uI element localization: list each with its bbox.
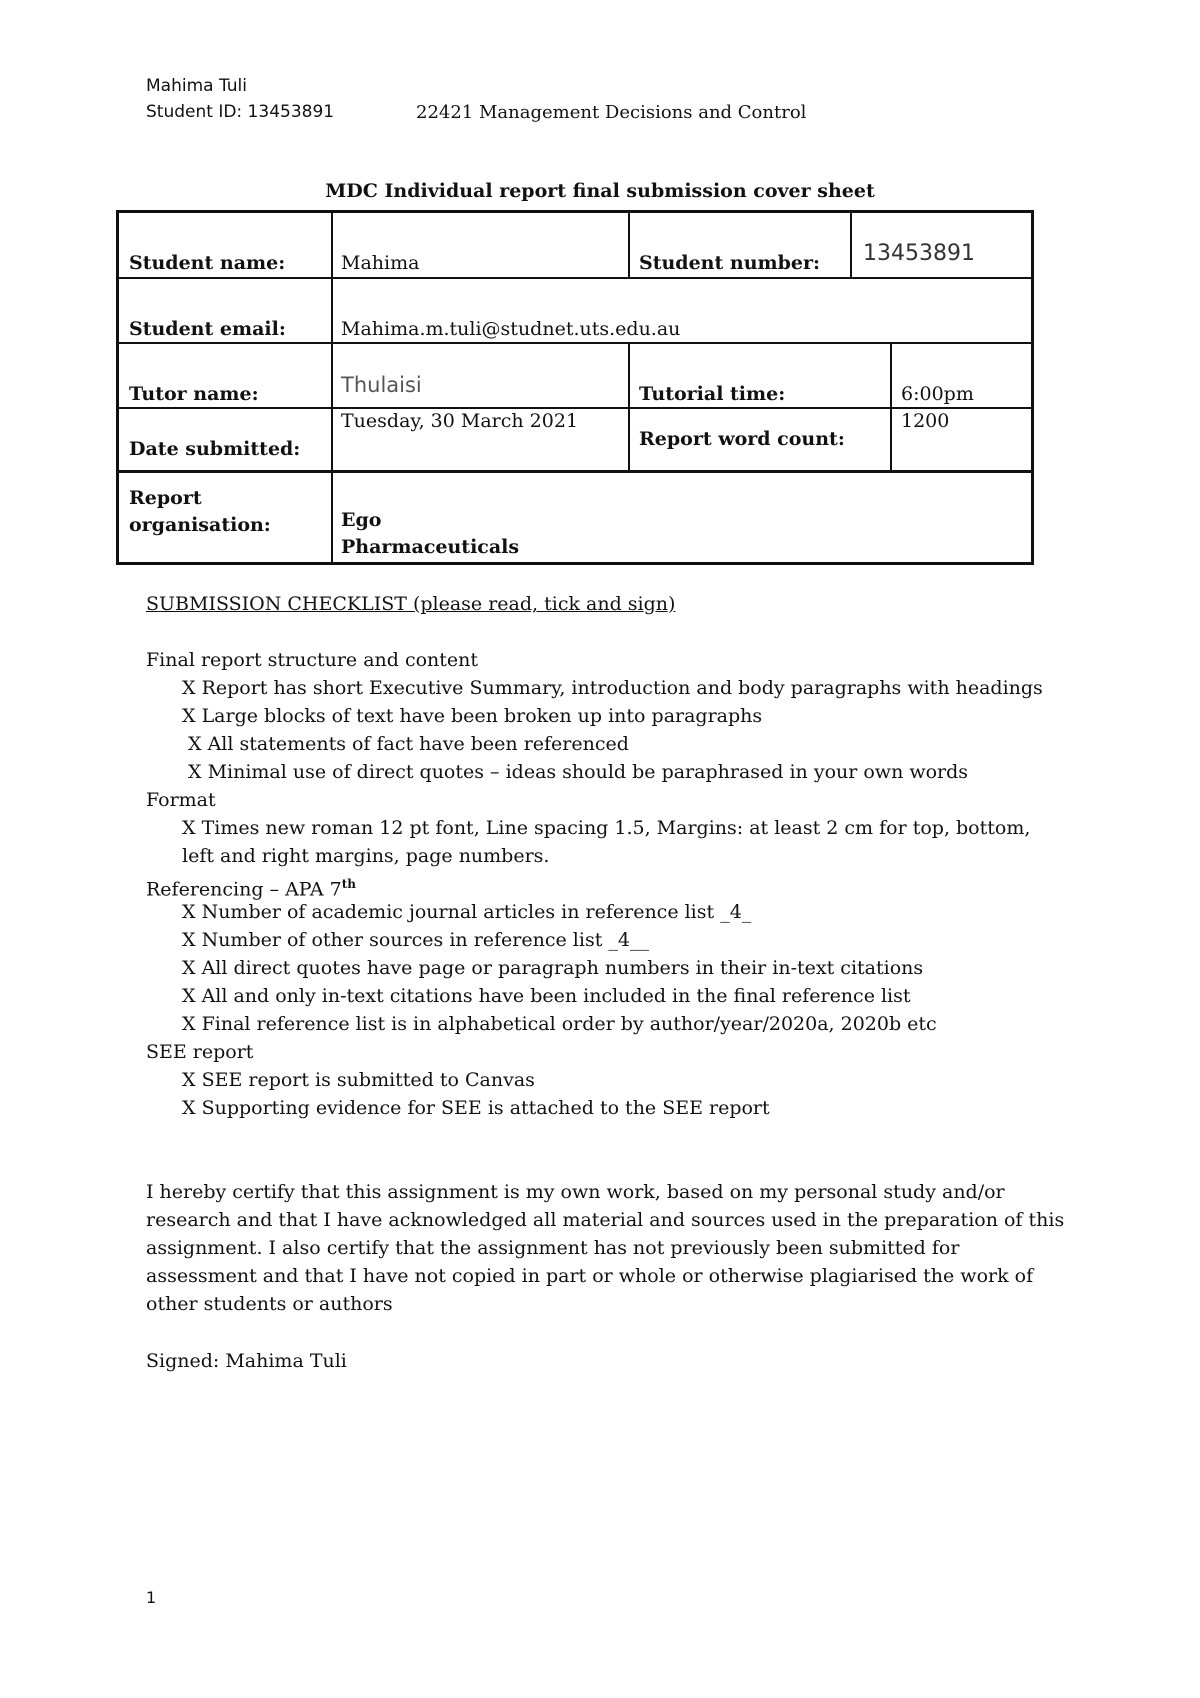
student-number-value: 13453891 [863, 241, 975, 266]
organisation-value-line1: Ego [341, 509, 382, 531]
checklist-item: X Minimal use of direct quotes – ideas should be paraphrased in your own words [188, 761, 969, 783]
certification-paragraph [146, 1178, 1064, 1318]
checklist-section-referencing [146, 870, 1043, 901]
table-row-divider [119, 342, 1031, 344]
certification-line: research and that I have acknowledged all material and sources used in the preparation of this [146, 1209, 1065, 1231]
document-title: MDC Individual report final submission cover sheet [325, 180, 875, 202]
table-row-divider [119, 470, 1031, 473]
checklist-item: X Number of academic journal articles in reference list _4_ [182, 901, 752, 923]
word-count-label: Report word count: [639, 428, 845, 450]
checklist-item: X Final reference list is in alphabetical order by author/year/2020a, 2020b etc [182, 1013, 937, 1035]
table-row-divider [119, 277, 1031, 279]
table-column-divider [850, 213, 852, 277]
checklist-item: X Large blocks of text have been broken up into paragraphs [182, 705, 763, 727]
certification-line: assessment and that I have not copied in part or whole or otherwise plagiarised the work of [146, 1265, 1034, 1287]
tutorial-time-value: 6:00pm [901, 383, 974, 405]
page-number: 1 [146, 1588, 157, 1607]
checklist-item: X All statements of fact have been referenced [188, 733, 629, 755]
student-email-value: Mahima.m.tuli@studnet.uts.edu.au [341, 318, 681, 340]
organisation-label-line1: Report [129, 487, 202, 509]
student-number-label: Student number: [639, 252, 821, 274]
tutor-name-value: Thulaisi [341, 373, 422, 397]
table-column-divider [628, 213, 630, 277]
organisation-label-line2: organisation: [129, 514, 271, 536]
checklist-item: X Report has short Executive Summary, introduction and body paragraphs with headings [182, 677, 1043, 699]
date-submitted-label: Date submitted: [129, 438, 301, 460]
table-row-divider [119, 407, 1031, 409]
checklist-section-structure: Final report structure and content [146, 649, 479, 671]
tutorial-time-label: Tutorial time: [639, 383, 786, 405]
student-id-text: Student ID: 13453891 [146, 102, 335, 122]
organisation-value-line2: Pharmaceuticals [341, 536, 520, 558]
checklist-item: X All direct quotes have page or paragraph numbers in their in-text citations [182, 957, 924, 979]
date-submitted-value: Tuesday, 30 March 2021 [341, 410, 579, 432]
student-email-label: Student email: [129, 318, 286, 340]
course-title: 22421 Management Decisions and Control [416, 102, 807, 123]
submission-checklist [146, 590, 1043, 1122]
header-student-name: Mahima Tuli [146, 76, 247, 96]
checklist-item: X Times new roman 12 pt font, Line spacing 1.5, Margins: at least 2 cm for top, bottom, [182, 817, 1031, 839]
checklist-item: X Number of other sources in reference list _4__ [182, 929, 649, 951]
student-name-value: Mahima [341, 252, 420, 274]
checklist-heading: SUBMISSION CHECKLIST (please read, tick and sign) [146, 593, 676, 615]
checklist-item: X SEE report is submitted to Canvas [182, 1069, 535, 1091]
spacer [146, 618, 1043, 646]
student-name-label: Student name: [129, 252, 286, 274]
table-column-divider [890, 342, 892, 470]
checklist-item: X Supporting evidence for SEE is attached to the SEE report [182, 1097, 770, 1119]
checklist-section-see: SEE report [146, 1041, 254, 1063]
table-column-divider [628, 342, 630, 470]
referencing-label: Referencing – APA 7 [146, 878, 342, 901]
checklist-section-format: Format [146, 789, 216, 811]
tutor-name-label: Tutor name: [129, 383, 259, 405]
checklist-item: X All and only in-text citations have been included in the final reference list [182, 985, 911, 1007]
certification-line: assignment. I also certify that the assignment has not previously been submitted for [146, 1237, 960, 1259]
header-student-id [146, 102, 807, 123]
certification-line: I hereby certify that this assignment is my own work, based on my personal study and/or [146, 1181, 1005, 1203]
certification-line: other students or authors [146, 1293, 393, 1315]
word-count-value: 1200 [901, 410, 950, 432]
checklist-item-continuation: left and right margins, page numbers. [182, 845, 550, 867]
signature-line: Signed: Mahima Tuli [146, 1350, 347, 1372]
referencing-superscript: th [341, 877, 356, 891]
cover-sheet-table [116, 210, 1034, 565]
table-column-divider [331, 213, 333, 562]
